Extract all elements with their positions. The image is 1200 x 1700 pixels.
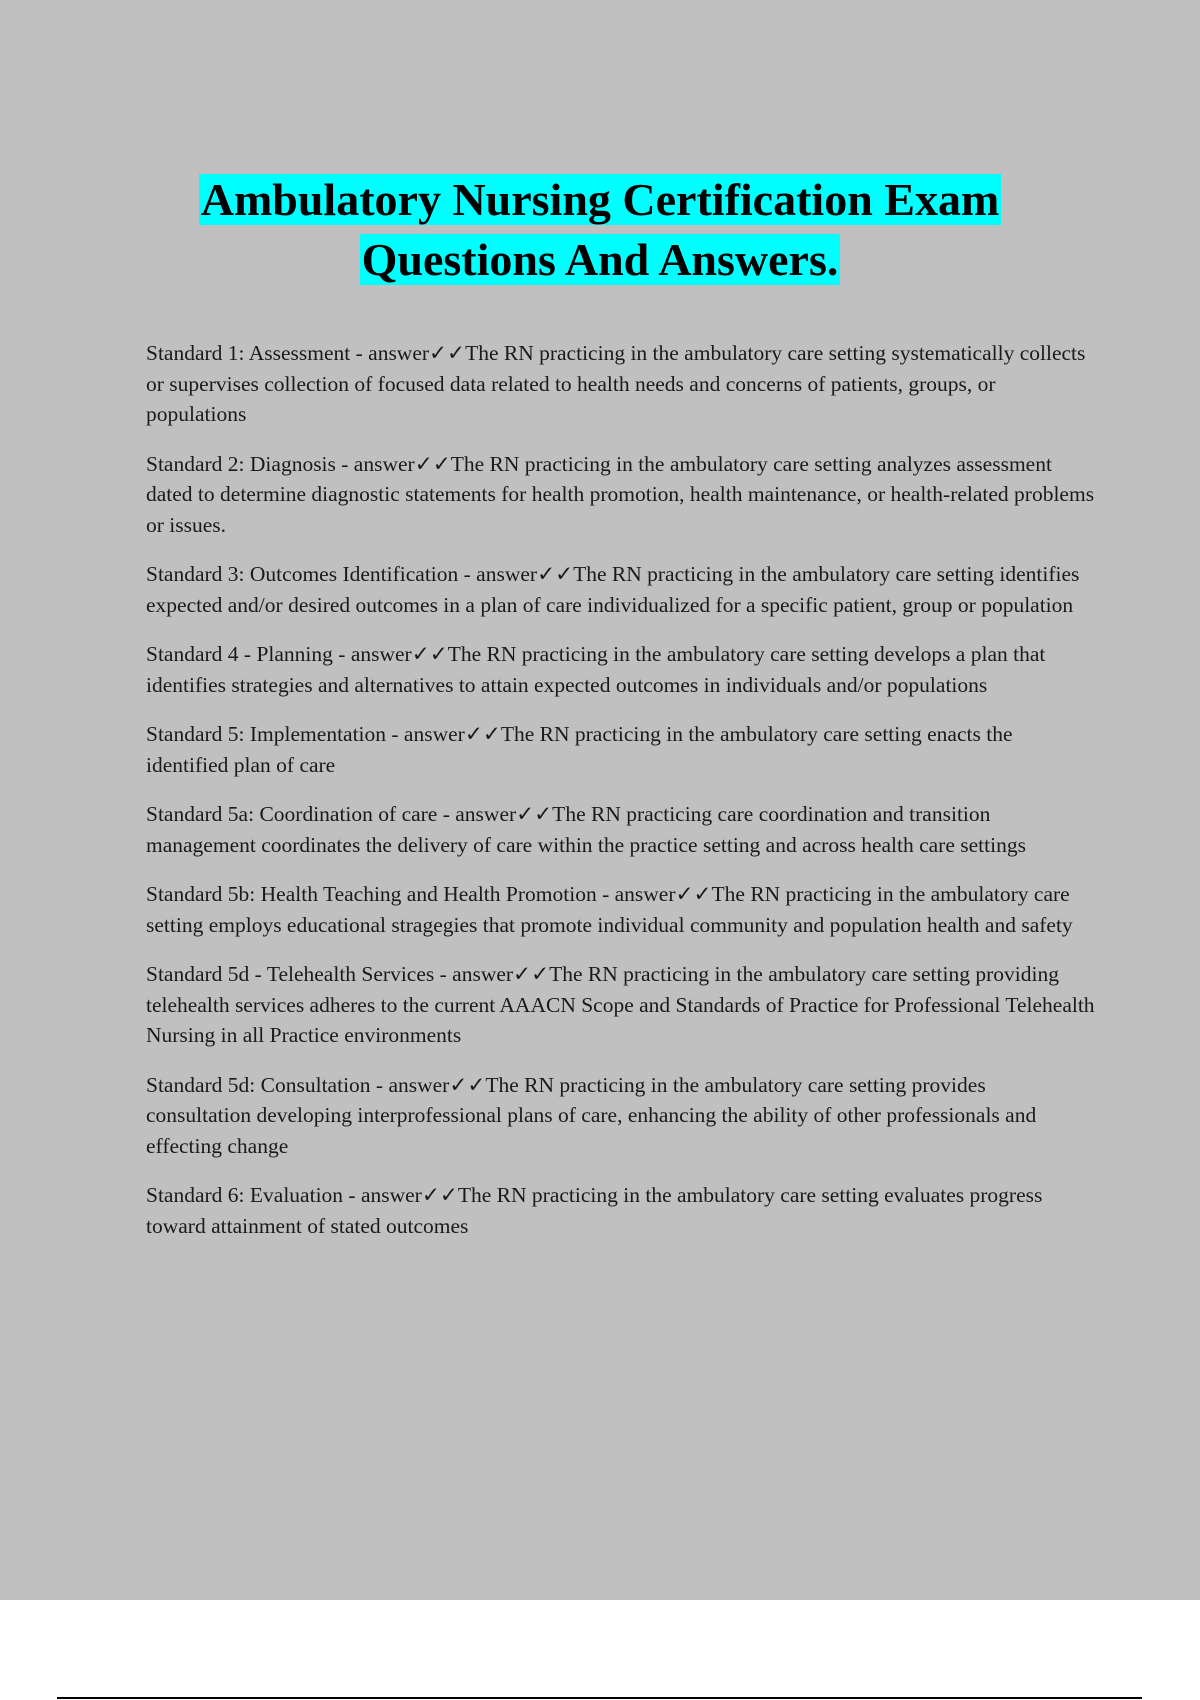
qa-list [146, 338, 1096, 1260]
qa-entry-standard-5: Standard 5: Implementation - answer✓✓The RN practicing in the ambulatory care setting enacts the identified plan of care [146, 722, 1013, 777]
page-title [0, 170, 1200, 290]
qa-entry-standard-2: Standard 2: Diagnosis - answer✓✓The RN practicing in the ambulatory care setting analyzes assessment dated to determine diagnostic statements for health promotion, health maintenance, or health-related problems or issues. [146, 451, 1095, 537]
qa-entry-standard-5a: Standard 5a: Coordination of care - answer✓✓The RN practicing care coordination and transition management coordinates the delivery of care within the practice setting and across health care settings [146, 802, 1026, 857]
footer-divider [57, 1697, 1142, 1699]
qa-entry-standard-5d-telehealth: Standard 5d - Telehealth Services - answer✓✓The RN practicing in the ambulatory care setting providing telehealth services adheres to the current AAACN Scope and Standards of Practice for Professional Telehealth Nursing in all Practice environments [146, 962, 1095, 1047]
title-line-1: Ambulatory Nursing Certification Exam [200, 174, 1000, 225]
qa-entry-standard-1: Standard 1: Assessment - answer✓✓The RN practicing in the ambulatory care setting systematically collects or supervises collection of focused data related to health needs and concerns of patients, groups, or populations [146, 341, 1086, 426]
title-line-2: Questions And Answers. [361, 234, 839, 285]
qa-entry-standard-5d-consultation: Standard 5d: Consultation - answer✓✓The RN practicing in the ambulatory care setting provides consultation developing interprofessional plans of care, enhancing the ability of other professionals and effecting change [146, 1072, 1037, 1158]
qa-entry-standard-4: Standard 4 - Planning - answer✓✓The RN practicing in the ambulatory care setting develops a plan that identifies strategies and alternatives to attain expected outcomes in individuals and/or populations [146, 642, 1046, 697]
qa-entry-standard-6: Standard 6: Evaluation - answer✓✓The RN practicing in the ambulatory care setting evaluates progress toward attainment of stated outcomes [146, 1183, 1043, 1238]
qa-entry-standard-5b: Standard 5b: Health Teaching and Health Promotion - answer✓✓The RN practicing in the ambulatory care setting employs educational stragegies that promote individual community and population health and safety [146, 882, 1073, 937]
qa-entry-standard-3: Standard 3: Outcomes Identification - answer✓✓The RN practicing in the ambulatory care setting identifies expected and/or desired outcomes in a plan of care individualized for a specific patient, group or population [146, 562, 1080, 617]
